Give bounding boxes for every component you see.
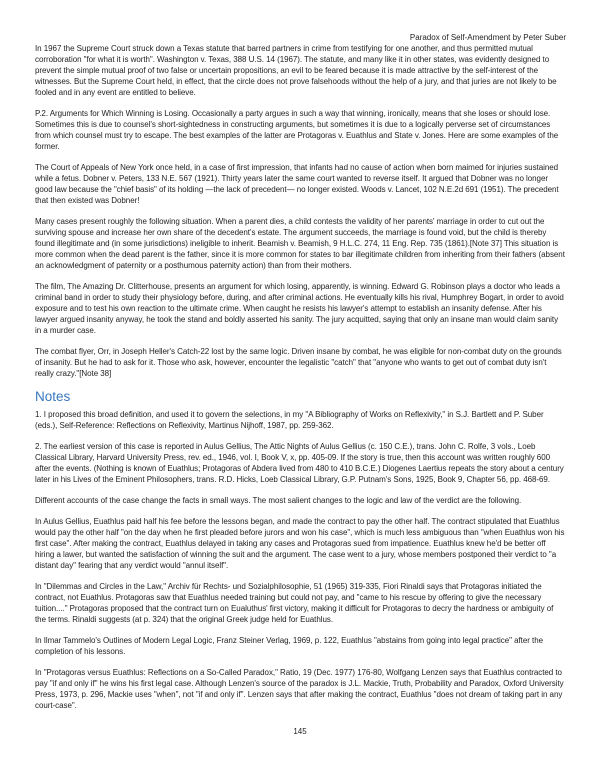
note-paragraph-2: 2. The earliest version of this case is reported in Aulus Gellius, The Attic Nights of Aulus Gellius (c. 150 C.E.), trans. John C. Rolfe, 3 vols., Loeb Classical Library, Harvard University Press, rev. ed., 1946, vol. I, Book V, x, pp. 405-09. If the story is true, then this account was written roughly 600 after the events. (Nothing is known of Euathlus; Protagoras of Abdera lived from 480 to 410 B.C.E.) Diogenes Laertius repeats the story about a century later in his Lives of the Eminent Philosophers, trans. R.D. Hicks, Loeb Classical Library, G.P. Putnam's Sons, 1925, Book 9, Chapter 56, pp. 468-69. xyxy=(35,442,564,484)
body-paragraph-1: In 1967 the Supreme Court struck down a Texas statute that barred partners in crime from testifying for one another, and thus permitted mutual corroboration "for what it is worth". Washington v. Texas, 388 U.S. 14 (1967). The statute, and many like it in other states, was evidently designed to prevent the simple mutual proof of two false or uncertain propositions, an evil to be feared because it is made attractive by the self-interest of the witnesses. But the Supreme Court held, in effect, that the circle does not prove falsehoods without the help of a jury, and that juries are not likely to be fooled and in any event are entitled to believe. xyxy=(35,44,557,97)
body-paragraph-5: The film, The Amazing Dr. Clitterhouse, presents an argument for which losing, apparently, is winning. Edward G. Robinson plays a doctor who leads a criminal band in order to study their physiology before, during, and after criminal actions. He eventually kills his rival, Humphrey Bogart, in order to avoid exposure and to test his own reaction to the ultimate crime. When caught he resists his lawyer's attempt to establish an insanity defense. After his lawyer argued insanity anyway, he took the stand and boldly asserted his sanity. The jury acquitted, saying that only an insane man would claim sanity in a murder case. xyxy=(35,282,564,335)
note-paragraph-6: In Ilmar Tammelo's Outlines of Modern Legal Logic, Franz Steiner Verlag, 1969, p. 122, Euathlus "abstains from going into legal practice" after the completion of his lessons. xyxy=(35,636,543,656)
body-paragraph-2: P.2. Arguments for Which Winning is Losing. Occasionally a party argues in such a way that winning, ironically, means that she loses or should lose. Sometimes this is due to counsel's short-sightedness in constructing arguments, but sometimes it is due to a logically perverse set of circumstances from which counsel must try to escape. The best examples of the latter are Protagoras v. Euathlus and State v. Jones. Here are some examples of the former. xyxy=(35,109,559,151)
notes-section-heading: Notes xyxy=(35,389,71,404)
note-paragraph-4: In Aulus Gellius, Euathlus paid half his fee before the lessons began, and made the contract to pay the other half. The contract stipulated that Euathlus would pay the other half "on the day when he first pleaded before jurors and won his case", which is much less ambiguous than "when Euathlus won his first case". After making the contract, Euathlus delayed in taking any cases and Protagoras sued from impatience. Euathlus knew he'd be better off hiring a lawer, but wanted the satisfaction of winning the suit and the argument. The case went to a jury, whose members postponed their verdict to "a distant day" fearing that any verdict would "annul itself". xyxy=(35,517,565,570)
body-paragraph-4: Many cases present roughly the following situation. When a parent dies, a child contests the validity of her parents' marriage in order to cut out the surviving spouse and increase her own share of the decedent's estate. The argument succeeds, the marriage is found void, but the child is thereby found illegitimate and (in some jurisdictions) ineligible to inherit. Beamish v. Beamish, 9 H.L.C. 274, 11 Eng. Rep. 735 (1861).[Note 37] This situation is more common when the dead parent is the father, since it is more common for states to bar illegitimate children from inheriting from their fathers (absent an acknowledgment of paternity or a posthumous paternity action) than from their mothers. xyxy=(35,217,565,270)
body-paragraph-6: The combat flyer, Orr, in Joseph Heller's Catch-22 lost by the same logic. Driven insane by combat, he was eligible for non-combat duty on the grounds of insanity. But he had to ask for it. Those who ask, however, encounter the legalistic "catch" that "anyone who wants to get out of combat duty isn't really crazy."[Note 38] xyxy=(35,347,562,378)
note-paragraph-7: In "Protagoras versus Euathlus: Reflections on a So-Called Paradox," Ratio, 19 (Dec. 1977) 176-80, Wolfgang Lenzen says that Euathlus contracted to pay "if and only if" he wins his first legal case. Although Lenzen's source of the paradox is J.L. Mackie, Truth, Probability and Paradox, Oxford University Press, 1973, p. 296, Mackie uses "when", not "if and only if". Lenzen says that after making the contract, Euathlus "does not dream of taking part in any court-case". xyxy=(35,668,564,710)
note-paragraph-3: Different accounts of the case change the facts in small ways. The most salient changes to the logic and law of the verdict are the following. xyxy=(35,496,522,505)
page-number: 145 xyxy=(293,727,307,736)
document-title-header: Paradox of Self-Amendment by Peter Suber xyxy=(409,33,566,42)
note-paragraph-1: 1. I proposed this broad definition, and used it to govern the selections, in my "A Bibliography of Works on Reflexivity," in S.J. Bartlett and P. Suber (eds.), Self-Reference: Reflections on Reflexivity, Martinus Nijhoff, 1987, pp. 259-362. xyxy=(35,410,544,430)
note-paragraph-5: In "Dilemmas and Circles in the Law," Archiv für Rechts- und Sozialphilosophie, 51 (1965) 319-335, Fiori Rinaldi says that Protagoras initiated the contract, not Euathlus. Protagoras saw that Euathlus needed training but could not pay, and "came to his rescue by offering to give the necessary tuition...." Protagoras proposed that the contract turn on Eualuthus' first victory, making it difficult for Protagoras to decry the hardness or ambiguity of the terms. Rinaldi suggests (at p. 324) that the original Greek judge held for Euathlus. xyxy=(35,582,554,624)
body-paragraph-3: The Court of Appeals of New York once held, in a case of first impression, that infants had no cause of action when born maimed for injuries sustained while a fetus. Dobner v. Peters, 133 N.E. 567 (1921). Thirty years later the same court wanted to reverse itself. It argued that Dobner was no longer good law because the "chief basis" of its holding —the lack of precedent— no longer existed. Woods v. Lancet, 102 N.E.2d 691 (1951). The precedent that then existed was Dobner! xyxy=(35,163,559,205)
